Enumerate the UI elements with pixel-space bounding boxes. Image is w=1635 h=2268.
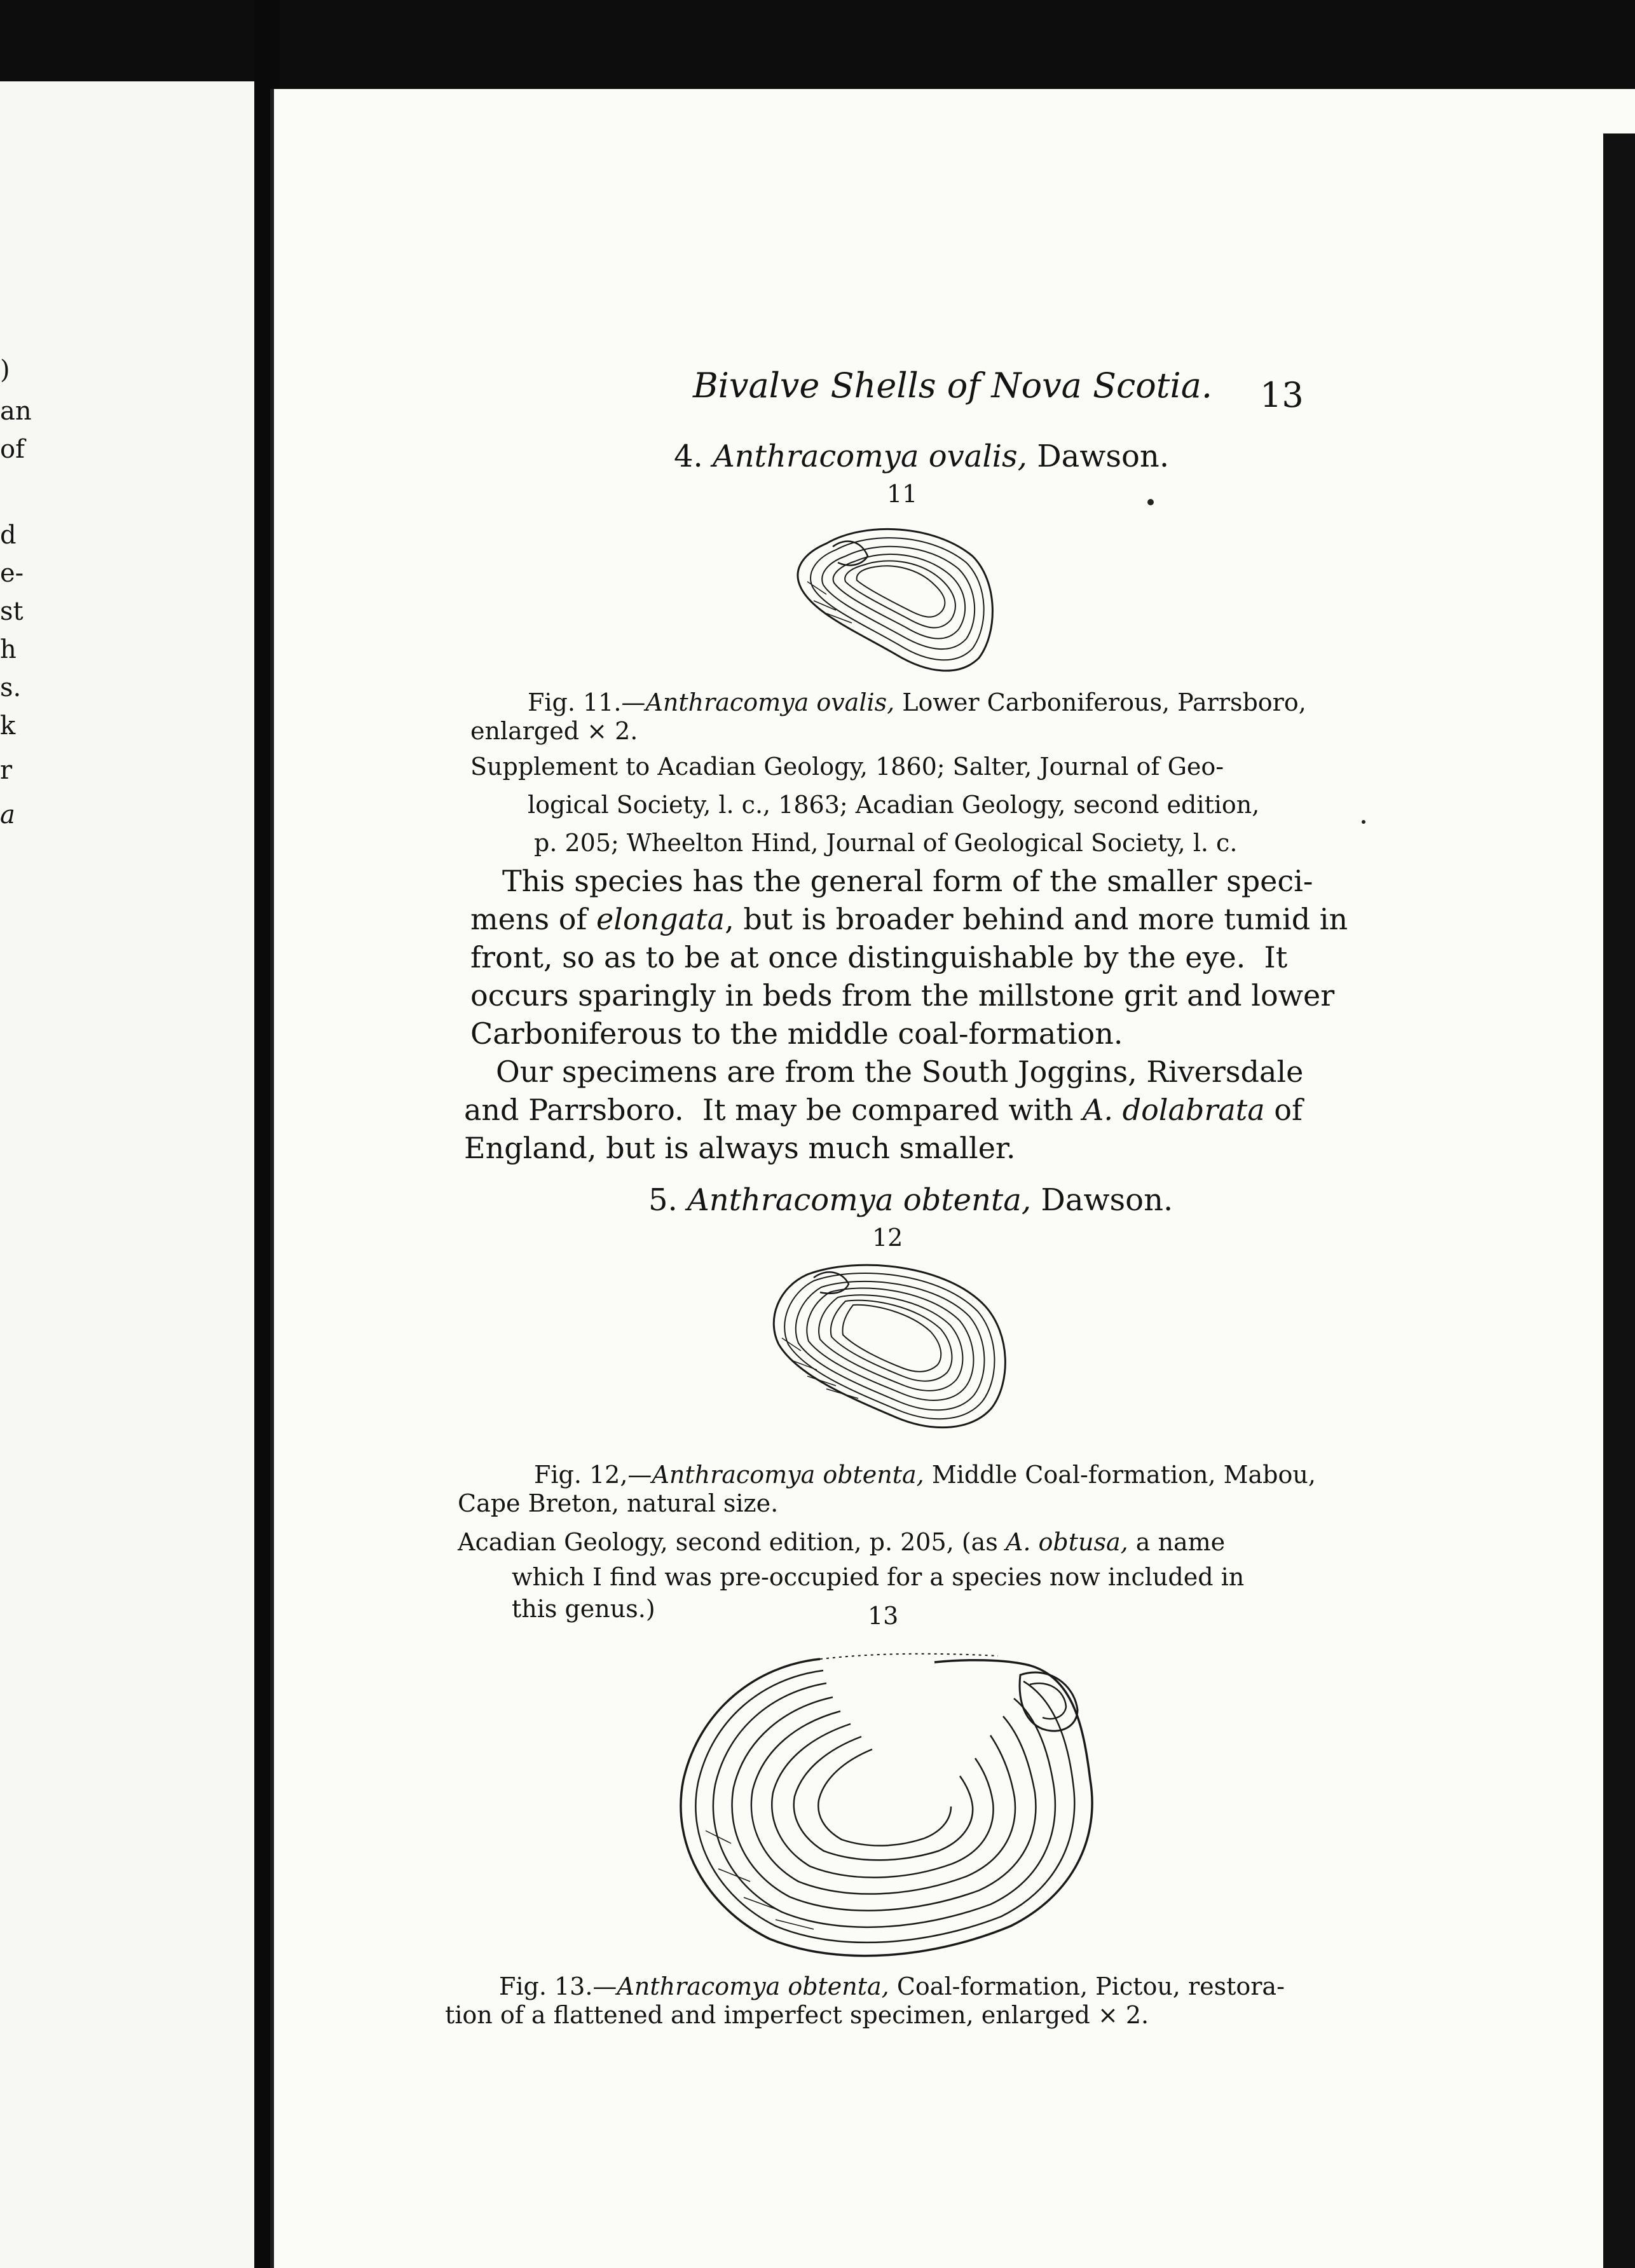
species-heading-4: 4. Anthracomya ovalis, Dawson. [674, 439, 1170, 474]
paragraph-line: occurs sparingly in beds from the millstone grit and lower [470, 978, 1335, 1013]
left-fragment: k [0, 711, 16, 741]
reference-line: p. 205; Wheelton Hind, Journal of Geological Society, l. c. [534, 829, 1238, 857]
left-fragment: an [0, 397, 32, 426]
left-fragment: a [0, 800, 15, 830]
species-heading-5: 5. Anthracomya obtenta, Dawson. [648, 1182, 1173, 1218]
reference-line: Acadian Geology, second edition, p. 205, (as A. obtusa, a name [458, 1528, 1226, 1556]
figure-11-caption-line2: enlarged × 2. [470, 717, 638, 745]
scan-speck [1362, 820, 1365, 824]
figure-13-caption-line1: Fig. 13.—Anthracomya obtenta, Coal-formation, Pictou, restora- [499, 1972, 1285, 2000]
paragraph-line: Our specimens are from the South Joggins, Riversdale [496, 1055, 1304, 1089]
reference-line: this genus.) [512, 1595, 655, 1623]
running-title: Bivalve Shells of Nova Scotia. [693, 365, 1213, 406]
figure-12-caption-line2: Cape Breton, natural size. [458, 1489, 779, 1517]
figure-11-caption-line1: Fig. 11.—Anthracomya ovalis, Lower Carboniferous, Parrsboro, [528, 688, 1306, 716]
paragraph-line: Carboniferous to the middle coal-formation. [470, 1016, 1123, 1051]
figure-13-caption-line2: tion of a flattened and imperfect specimen, enlarged × 2. [445, 2001, 1149, 2029]
left-fragment: d [0, 521, 17, 550]
left-fragment: e- [0, 559, 24, 588]
figure-13-shell-illustration [667, 1640, 1100, 1971]
figure-12-caption-line1: Fig. 12,—Anthracomya obtenta, Middle Coal-formation, Mabou, [534, 1461, 1316, 1489]
page-edge-shadow [1603, 133, 1635, 2268]
paragraph-line: front, so as to be at once distinguishable by the eye. It [470, 940, 1288, 974]
figure-number-11: 11 [887, 480, 918, 508]
left-facing-page [0, 81, 254, 2268]
paragraph-line: and Parrsboro. It may be compared with A. dolabrata of [464, 1093, 1303, 1127]
paragraph-line: This species has the general form of the smaller speci- [502, 864, 1313, 898]
figure-12-shell-illustration [763, 1255, 1017, 1440]
paragraph-line: England, but is always much smaller. [464, 1131, 1016, 1165]
figure-number-13: 13 [868, 1602, 899, 1630]
left-fragment: r [0, 756, 13, 785]
figure-number-12: 12 [872, 1224, 903, 1252]
reference-line: which I find was pre-occupied for a species now included in [512, 1563, 1245, 1591]
figure-11-shell-illustration [788, 518, 1004, 683]
reference-line: logical Society, l. c., 1863; Acadian Geology, second edition, [528, 791, 1260, 819]
left-fragment: st [0, 597, 24, 626]
reference-line: Supplement to Acadian Geology, 1860; Salter, Journal of Geo- [470, 753, 1224, 781]
scan-speck [1147, 499, 1154, 505]
left-fragment: s. [0, 673, 22, 702]
paragraph-line: mens of elongata, but is broader behind and more tumid in [470, 902, 1348, 936]
left-fragment: ) [0, 355, 10, 385]
left-fragment: of [0, 435, 25, 464]
left-fragment: h [0, 635, 17, 664]
page-number: 13 [1260, 375, 1304, 415]
